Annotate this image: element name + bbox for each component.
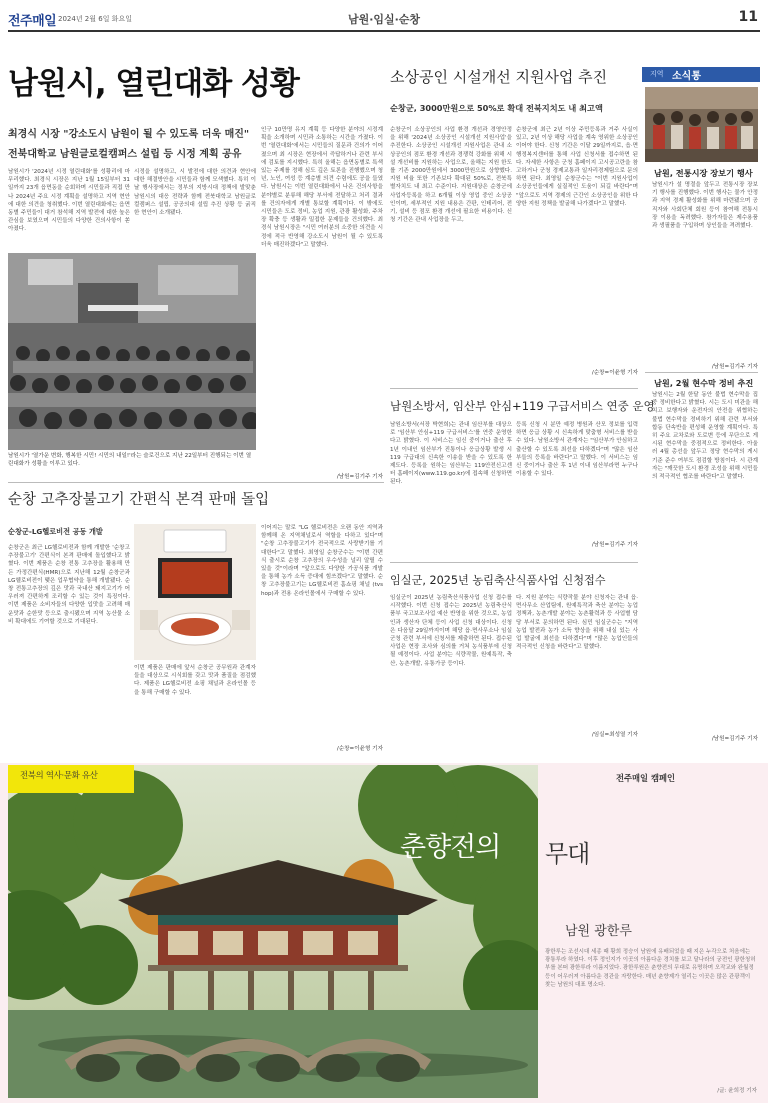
header-rule [8,30,760,32]
article1-col2-top: 시정을 설명하고, 시 발전에 대한 의견과 현안에 대한 해결방안을 시민들과 함께 모색했다. 특히 이날 행사장에서는 정부의 지방시대 정책에 발맞춘 남원시의 대응 전략과 함께 전북대학교 남원글로컬캠퍼스 설립, 공공의대 설립 추진 상황 등 굵직한 현안이 소개됐다. [134,169,256,217]
campaign-title-1: 춘향전의 [400,832,501,863]
page-number: 11 [738,9,758,25]
food-product-photo [134,524,256,660]
article5-col2: 다. 지원 분야는 식량작물 분야 신청자는 관내 읍·면사무소 산업팀에, 원예특작과 축산 분야는 농업정책과, 농촌개발 분야는 농촌활력과 등 사업별 담당 부서로 문의하면 된다. 심민 임실군수는 "지역 농업 발전과 농가 소득 향상을 위해 내실 있는 사업 발굴에 최선을 다하겠다"며 "많은 농업인들의 적극적인 신청을 바란다"고 말했다. [516,595,638,651]
series-label: 전북의 역사·문화 유산 [20,770,98,780]
article4-col1: 남원소방서(서장 박현희)는 관내 임산부를 대상으로 '임산부 안심+119 구급서비스'를 연중 운영한다고 밝혔다. 이 서비스는 임신 중이거나 출산 후 1년 이내인 임산부가 진통이나 응급상황 발생 시 119 구급대의 신속한 이송을 받을 수 있도록 한 제도다. 등록을 원하는 임산부는 119안전신고센터 홈페이지(www.119.go.kr)에 접속해 신청하면 된다. [390,422,512,486]
campaign-place: 남원 광한루 [565,924,632,939]
newspaper-logo: 전주매일 [8,14,57,29]
article2-byline: /순창=이윤형 기자 [591,370,638,376]
article2-divider [390,388,638,389]
article3-subtitle: 순창군-LG헬로비전 공동 개발 [8,527,103,536]
sidebar-byline-2: /남원=김기주 기자 [711,736,758,742]
sidebar-headline-1: 남원, 전통시장 장보기 행사 [654,168,753,178]
article1-col1-top: 남원시가 '2024년 시정 열린대화'를 성황리에 마무리했다. 최경식 시장은 지난 1월 15일부터 31일까지 23개 읍면동을 순회하며 시민들과 직접 만나 2024년 주요 시정 계획을 설명하고 지역 현안에 대한 의견을 청취했다. 이번 열린대화에는 읍면동별 주민들이 대거 참석해 지역 발전에 대한 높은 관심을 보였으며 시민들의 다양한 건의사항이 쏟아졌다. [8,169,130,233]
article4-title: 남원소방서, 임산부 안심+119 구급서비스 연중 운영 [390,399,655,413]
article2-title: 소상공인 시설개선 지원사업 추진 [390,68,608,86]
issue-date: 2024년 2월 6일 화요일 [58,15,132,23]
article3-col1: 순창군은 최근 LG헬로비전과 함께 개발한 '순창고추장불고기' 간편식이 본격 판매에 돌입했다고 밝혔다. 이번 제품은 순창 전통 고추장을 활용해 만든 가정간편식(HMR)으로 지난해 12월 순창군과 LG헬로비전이 맺은 업무협약을 통해 개발됐다. 순창 전통고추장의 깊은 맛과 국내산 돼지고기가 어우러져 간편하게 조리할 수 있는 것이 특징이다. 이번 제품은 소비자들의 다양한 입맛을 고려해 매운맛과 순한맛 등으로 출시됐으며 지역 농산물 소비 확대에도 기여할 것으로 기대된다. [8,545,130,625]
article2-col1: 순창군이 소상공인의 사업 환경 개선과 경영안정을 위해 '2024년 소상공인 시설개선 지원사업'을 추진한다. 소상공인 시설개선 지원사업은 관내 소상공인의 점포 환경 개선과 경쟁력 강화를 위해 시설 개선비를 지원하는 사업으로, 올해는 지원 한도를 기존 2000만원에서 3000만원으로 상향했다. 지원 비율 또한 기존보다 확대된 50%로, 전북특별자치도 내 최고 수준이다. 지원대상은 순창군에 사업자등록을 하고 6개월 이상 영업 중인 소상공인이며, 세부적인 지원 내용은 간판, 인테리어, 전기, 설비 등 점포 환경 개선에 필요한 비용이다. 신청 기간은 관내 사업장을 두고, [390,127,512,224]
article4-col2: 등록 신청 시 분만 예정 병원과 산모 정보를 입력하면 응급 상황 시 신속하게 맞춤형 서비스를 받을 수 있다. 남원소방서 관계자는 "임산부가 안심하고 출산할 수 있도록 최선을 다하겠다"며 "많은 임산부들의 등록을 바란다"고 말했다. 이 서비스는 임신 중이거나 출산 후 1년 이내 임산부라면 누구나 이용할 수 있다. [516,422,638,478]
article1-title: 남원시, 열린대화 성황 [8,66,299,102]
photo-caption: 남원시가 '열가운 변화, 행복한 시민! 시민의 내일!'라는 슬로건으로 지난 22일부터 진행되는 이번 열린대화가 성황을 이루고 있다. [8,453,252,467]
article4-byline: /남원=김기주 기자 [591,542,638,548]
campaign-text: 광한루는 조선시대 세종 때 황희 정승이 남원에 유배되었을 때 지은 누각으로 처음에는 광통루라 하였다. 이후 정인지가 이곳의 아름다운 경치를 보고 달나라의 궁전인 광한청허부를 본떠 광한루라 이름지었다. 광한루원은 춘향전의 무대로 유명하며 오작교와 완월정 등이 어우러져 아름다운 경관을 자랑한다. 매년 춘향제가 열리는 이곳은 많은 관광객이 찾는 남원의 대표 명소다. [545,949,756,988]
campaign-label: 전주매일 캠페인 [616,773,675,783]
campaign-title-2: 무대 [545,840,590,868]
article2-col2: 순창군에 최근 2년 이상 주민등록과 거주 사실이 있고, 2년 이상 해당 사업을 계속 영위한 소상공인이어야 한다. 신청 기간은 이달 29일까지로, 읍·면 행정복지센터를 통해 사업 신청서를 접수하면 된다. 자세한 사항은 군청 홈페이지 고시공고란을 참고하거나 군청 경제교통과 일자리경제팀으로 문의하면 된다. 최영일 순창군수는 "이번 지원사업이 소상공인들에게 실질적인 도움이 되길 바란다"며 "앞으로도 지역 경제의 근간인 소상공인을 위한 다양한 지원 정책을 발굴해 나가겠다"고 말했다. [516,127,638,207]
section-title: 남원·임실·순창 [347,13,421,26]
sidebar-headline-2: 남원, 2월 현수막 정비 추진 [654,378,754,388]
section-divider [8,482,384,483]
sidebar-divider [645,372,758,373]
article3-byline: /순창=이윤형 기자 [336,746,383,752]
article1-col3: 인구 10만명 유지 계획 등 다양한 분야의 시정계획을 소개하며 시민과 소통하는 시간을 가졌다. 이번 '열린대화'에서는 시민들의 질문과 건의가 이어졌으며 최 시장은 현장에서 즉답하거나 관련 부서에 검토를 지시했다. 특히 올해는 읍면동별로 특색 있는 주제를 정해 심도 깊은 토론을 진행했으며 청년, 노인, 여성 등 계층별 의견 수렴에도 공을 들였다. 남원시는 이번 열린대화에서 나온 건의사항을 분야별로 분류해 해당 부서에 전달하고 처리 결과를 건의자에게 개별 통보할 계획이다. 이 밖에도 시민들은 도로 정비, 농업 지원, 관광 활성화, 주차장 확충 등 생활과 밀접한 문제들을 건의했다. 최경식 남원시장은 "시민 여러분의 소중한 의견을 시정에 적극 반영해 강소도시 남원이 될 수 있도록 더욱 매진하겠다"고 말했다. [261,127,383,248]
article1-subtitle-2: 전북대학교 남원글로컬캠퍼스 설립 등 시정 계획 공유 [8,149,242,160]
forum-photo [8,253,256,450]
article3-col2: 이번 제품은 판매에 앞서 순창군 공무원과 관계자들을 대상으로 시식회를 갖고 맛과 품질을 점검했다. 제품은 LG헬로비전 쇼핑 채널과 온라인몰 등을 통해 구매할 수 있다. [134,665,256,696]
sidebar-tag-news: 소식통 [672,71,701,82]
article2-subtitle: 순창군, 3000만원으로 50%로 확대 전북지치도 내 최고액 [390,103,603,113]
article3-title: 순창 고추장불고기 간편식 본격 판매 돌입 [8,492,270,508]
campaign-credit: /글: 윤희정 기자 [717,1088,757,1094]
article1-subtitle-1: 최경식 시장 "강소도시 남원이 될 수 있도록 더욱 매진" [8,129,250,140]
sidebar-byline-1: /남원=김기주 기자 [711,364,758,370]
sidebar-tag-region: 지역 [650,70,664,78]
gwanghallu-photo [8,765,538,1098]
article5-col1: 임실군이 2025년 농림축산식품사업 신청 접수를 시작했다. 이번 신청 접수는 2025년 농림축산식품부 국고보조사업 예산 반영을 위한 것으로, 농업인과 생산자 단체 등이 사업 신청 대상이다. 신청은 다음달 29일까지이며 해당 읍·면사무소나 임실군청 관련 부서에 신청서를 제출하면 된다. 접수된 사업은 현장 조사와 심의를 거쳐 농식품부에 신청될 예정이다. 사업 분야는 식량작물, 원예특작, 축산, 농촌개발, 유통가공 등이다. [390,595,512,667]
market-photo [645,87,758,162]
article5-title: 임실군, 2025년 농림축산식품사업 신청접수 [390,574,606,587]
sidebar-text-2: 남원시는 2월 한달 동안 불법 현수막을 집중 정비한다고 밝혔다. 시는 도시 미관을 해치고 보행자와 운전자의 안전을 위협하는 불법 현수막을 정비하기 위해 관련 부서와 합동 단속반을 편성해 운영할 계획이다. 특히 주요 교차로와 도로변 등에 무단으로 게시된 현수막을 중점적으로 정비한다. 아울러 4월 총선을 앞두고 정당 현수막의 게시 기준 준수 여부도 점검할 방침이다. 시 관계자는 "깨끗한 도시 환경 조성을 위해 시민들의 적극적인 협조를 바란다"고 말했다. [652,392,758,481]
sidebar-text-1: 남원시가 설 명절을 앞두고 전통시장 장보기 행사를 진행했다. 이번 행사는 물가 안정과 지역 경제 활성화를 위해 마련됐으며 공직자와 사회단체 회원 등이 참여해 전통시장 이용을 독려했다. 참가자들은 제수용품과 생필품을 구입하며 상인들을 격려했다. [652,182,758,230]
article3-col3: 이어지는 말로 "LG 헬로비전은 오랜 동안 지역과 함께해 온 지역채널로서 역할을 다하고 있다"며 "순창 고추장불고기가 전국적으로 사랑받기를 기대한다"고 말했다. 최영일 순창군수는 "이번 간편식 출시로 순창 고추장의 우수성을 널리 알릴 수 있을 것"이라며 "앞으로도 다양한 가공식품 개발을 통해 농가 소득 증대에 힘쓰겠다"고 말했다. 순창 고추장불고기는 LG헬로비전 홈쇼핑 채널 (tvshop)과 전용 온라인몰에서 구매할 수 있다. [261,525,383,597]
article5-byline: /임실=최성열 기자 [591,732,638,738]
article4-divider [390,562,638,563]
article1-byline: /남원=김기주 기자 [336,474,383,480]
